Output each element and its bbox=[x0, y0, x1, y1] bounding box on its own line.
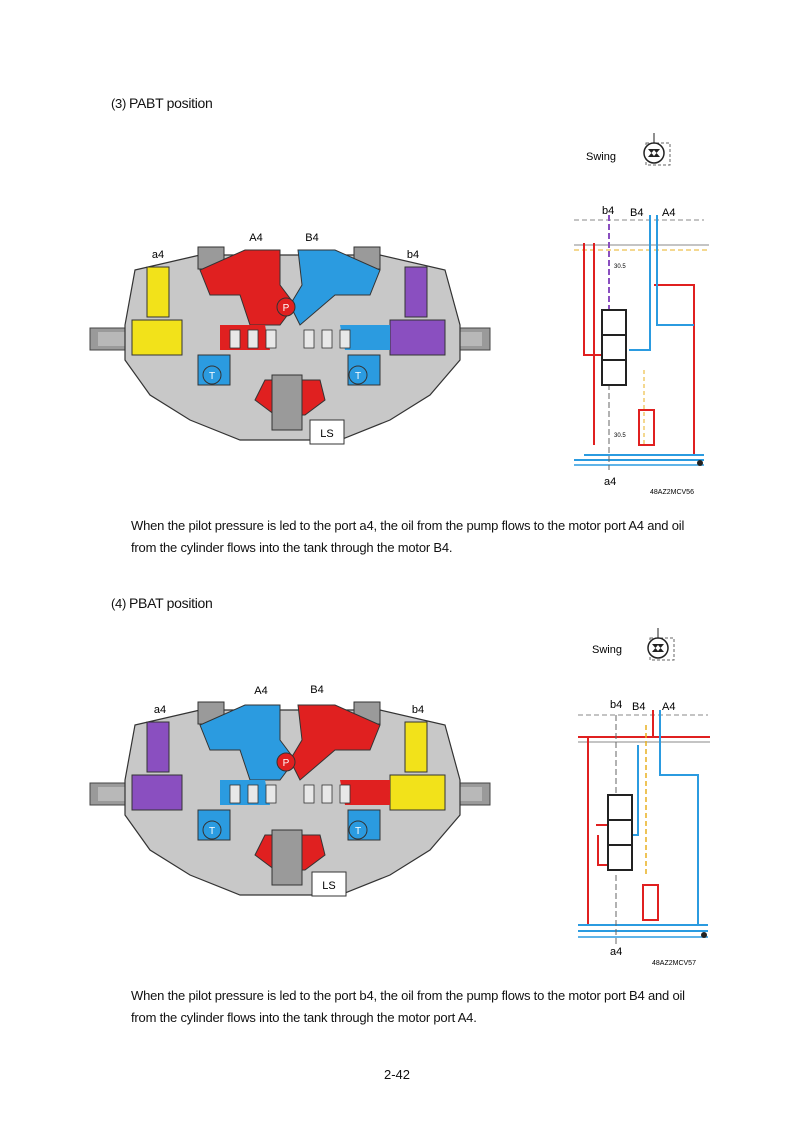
schematic-label-swing: Swing bbox=[586, 151, 616, 163]
schematic-label-b4-2: b4 bbox=[610, 699, 623, 711]
valve-label-ls: LS bbox=[320, 428, 334, 440]
valve-label-p-2: P bbox=[282, 758, 290, 769]
valve-label-ls-2: LS bbox=[322, 880, 336, 892]
valve-label-a4: a4 bbox=[151, 249, 165, 261]
schematic-label-B4-2: B4 bbox=[632, 701, 646, 713]
valve-diagram-pabt bbox=[90, 225, 490, 445]
valve-label-t-left: T bbox=[208, 371, 216, 382]
schematic-label-A4: A4 bbox=[662, 207, 676, 219]
hydraulic-schematic-pbat bbox=[578, 625, 718, 970]
valve-label-B4: B4 bbox=[305, 232, 319, 244]
valve-label-b4: b4 bbox=[406, 249, 420, 261]
valve-label-b4-2: b4 bbox=[411, 704, 425, 716]
section4-number: (4) bbox=[111, 596, 126, 611]
schematic-label-a4-2: a4 bbox=[610, 946, 623, 958]
valve-label-A4-2: A4 bbox=[254, 685, 268, 697]
schematic-label-a4: a4 bbox=[604, 476, 617, 488]
valve-label-t-right-2: T bbox=[354, 826, 362, 837]
valve-diagram-pbat bbox=[90, 680, 490, 900]
valve-label-p: P bbox=[282, 303, 290, 314]
section3-description: When the pilot pressure is led to the port a4, the oil from the pump flows to the motor port A4 and oil from the cylinder flows into the tank through the motor B4. bbox=[131, 518, 685, 555]
schematic-label-swing-2: Swing bbox=[592, 644, 622, 656]
hydraulic-schematic-pabt bbox=[574, 125, 714, 495]
section3-heading bbox=[111, 95, 213, 111]
section3-title: PABT position bbox=[129, 95, 213, 111]
section3-number: (3) bbox=[111, 96, 126, 111]
schematic-code-2: 48AZ2MCV57 bbox=[652, 960, 696, 967]
valve-label-a4-2: a4 bbox=[153, 704, 167, 716]
section4-title: PBAT position bbox=[129, 595, 213, 611]
page-number: 2-42 bbox=[383, 1067, 411, 1082]
valve-label-B4-2: B4 bbox=[310, 684, 324, 696]
schematic-val1: 30.5 bbox=[614, 264, 626, 270]
schematic-code: 48AZ2MCV56 bbox=[650, 489, 694, 496]
valve-label-A4: A4 bbox=[249, 232, 263, 244]
schematic-val2: 30.5 bbox=[614, 433, 626, 439]
section4-description: When the pilot pressure is led to the port b4, the oil from the pump flows to the motor port B4 and oil from the cylinder flows into the tank through the motor port A4. bbox=[131, 988, 685, 1025]
schematic-label-B4: B4 bbox=[630, 207, 644, 219]
schematic-label-A4-2: A4 bbox=[662, 701, 676, 713]
schematic-label-b4: b4 bbox=[602, 205, 615, 217]
section4-heading bbox=[111, 595, 213, 611]
valve-label-t-left-2: T bbox=[208, 826, 216, 837]
valve-label-t-right: T bbox=[354, 371, 362, 382]
